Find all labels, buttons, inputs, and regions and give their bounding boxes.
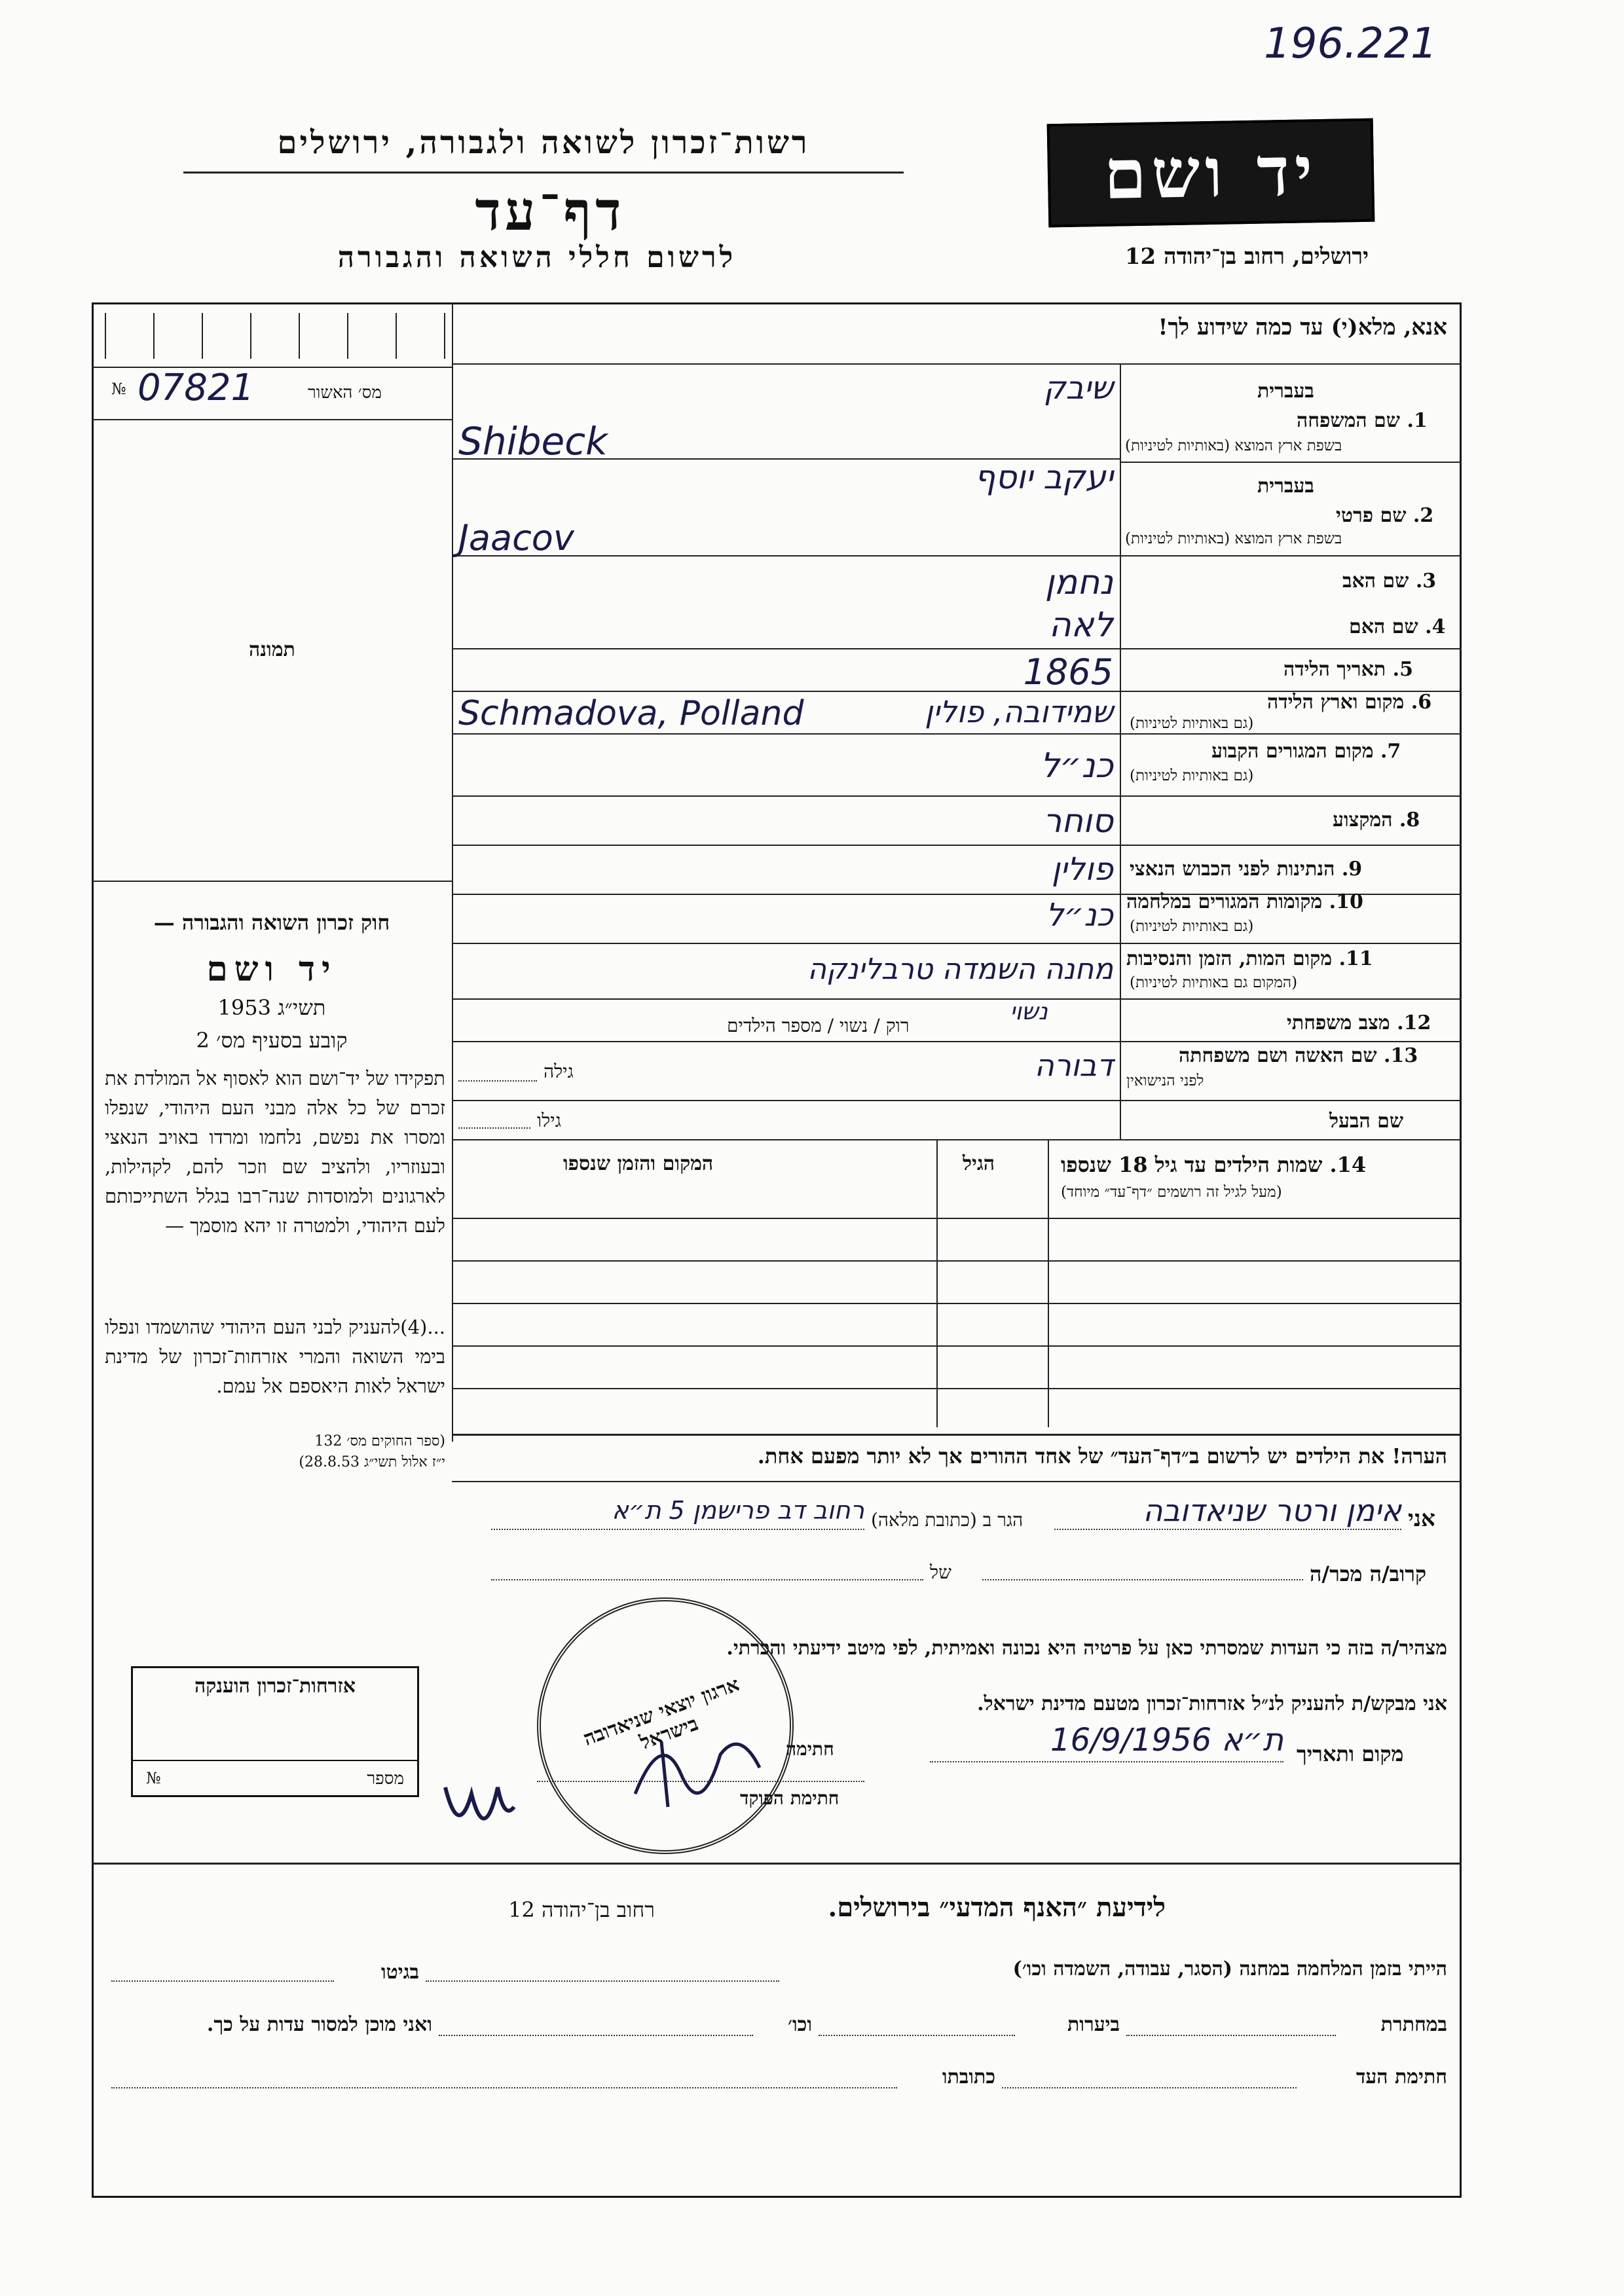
field-11-value: מחנה השמדה טרבלינקה [807, 953, 1113, 986]
field-2-label: 2. שם פרטי [1336, 504, 1434, 527]
field-6-sub: (גם באותיות לטיניות) [1130, 715, 1254, 732]
law-year: תשי״ג 1953 [217, 995, 326, 1020]
law-name: יד ושם [206, 949, 337, 989]
citizenship-box [131, 1666, 419, 1797]
bottom-heading: לידיעת ״האנף המדעי״ בירושלים. [828, 1892, 1166, 1923]
record-number-mark: № [111, 380, 126, 398]
field-12-value: נשוי [1010, 998, 1048, 1025]
field-3-value: נחמן [1044, 563, 1113, 602]
field-10-label: 10. מקומות המגורים במלחמה [1126, 890, 1363, 913]
field-1-label: 1. שם המשפחה [1297, 409, 1428, 432]
children-place-header: המקום והזמן שנספו [563, 1152, 714, 1175]
place-date-label: מקום ותאריך [1297, 1741, 1404, 1766]
photo-label: תמונה [249, 638, 295, 661]
record-number-boxes [105, 313, 445, 359]
field-11-label: 11. מקום המות, הזמן והנסיבות [1126, 947, 1373, 970]
field-9-label: 9. הנתינות לפני הכבוש הנאצי [1130, 858, 1363, 881]
field-2-lang: בעברית [1257, 475, 1314, 498]
law-clause-4: ...(4)להעניק לבני העם היהודי שהושמדו ונפלו בימי השואה והמרי אזרחות־זכרון של מדינת ישראל לאות היאספם אל עמם. [105, 1316, 445, 1397]
field-10-sub: (גם באותיות לטיניות) [1130, 918, 1254, 935]
form-title: דף־עד [475, 180, 625, 243]
field-6-label: 6. מקום וארץ הלידה [1267, 691, 1432, 714]
bottom-line2-c: וכו׳ [788, 2013, 812, 2036]
declarant-signature [622, 1715, 773, 1820]
law-ref-1: (ספר החוקים מס׳ 132 [314, 1433, 445, 1449]
archive-number: 196.221 [1264, 20, 1437, 68]
field-12-label: 12. מצב משפחתי [1287, 1011, 1431, 1034]
children-label: 14. שמות הילדים עד גיל 18 שנספו [1061, 1152, 1367, 1177]
field-6-value-lat: Schmadova, Polland [458, 694, 804, 733]
field-8-value: סוחר [1043, 802, 1113, 840]
field-13-value: דבורה [1034, 1048, 1113, 1083]
bottom-line1-b: בגיטו [380, 1961, 419, 1984]
bottom-line2-a: במחתרת [1380, 2013, 1447, 2036]
field-1-lang: בעברית [1257, 380, 1314, 403]
field-5-value: 1865 [1023, 651, 1113, 693]
bottom-address: רחוב בן־יהודה 12 [508, 1897, 655, 1922]
law-ref-2: י״ז אלול תשי״ג 28.8.53) [299, 1454, 445, 1470]
field-10-value: כנ״ל [1046, 897, 1113, 934]
field-13-age-label: גילה [544, 1061, 574, 1082]
instructions: אנא, מלא(י) עד כמה שידוע לך! [1158, 314, 1447, 340]
field-12-options: רוק / נשוי / מספר הילדים [727, 1015, 910, 1036]
law-clause: קובע בסעיף מס׳ 2 [196, 1028, 348, 1053]
field-1-sub: בשפת ארץ המוצא (באותיות לטיניות) [1125, 437, 1342, 454]
husband-label: שם הבעל [1329, 1110, 1404, 1133]
law-title: חוק זכרון השואה והגבורה — [153, 910, 390, 935]
field-7-label: 7. מקום המגורים הקבוע [1211, 740, 1401, 763]
citizenship-title: אזרחות־זכרון הוענקה [194, 1675, 356, 1698]
declarant-address: רחוב דב פרישמן 5 ת״א [612, 1496, 864, 1525]
request-text: אני מבקש/ת להעניק לנ״ל אזרחות־זכרון מטעם מדינת ישראל. [977, 1692, 1447, 1715]
field-4-label: 4. שם האם [1349, 615, 1446, 638]
field-4-value: לאה [1048, 606, 1113, 645]
field-1-value-he: שיבק [1043, 370, 1113, 407]
citizenship-no-mark: № [146, 1769, 161, 1787]
field-13-label: 13. שם האשה ושם משפחתה [1179, 1044, 1418, 1067]
field-13-sub: לפני הנישואין [1126, 1072, 1204, 1089]
field-2-value-he: יעקב יוסף [974, 458, 1113, 496]
field-5-label: 5. תאריך הלידה [1283, 658, 1413, 681]
bottom-line2-b: ביערות [1067, 2013, 1120, 2036]
institution-name: רשות־זכרון לשואה ולגבורה, ירושלים [277, 124, 810, 161]
bottom-line3-b: כתובתו [942, 2066, 995, 2088]
field-2-sub: בשפת ארץ המוצא (באותיות לטיניות) [1125, 530, 1342, 547]
address: ירושלים, רחוב בן־יהודה 12 [1124, 244, 1369, 270]
field-7-value: כנ״ל [1040, 746, 1113, 786]
logo-text: יד ושם [1103, 130, 1319, 215]
note: הערה! את הילדים יש לרשום ב״דף־העד״ של אחד ההורים אך לא יותר מפעם אחת. [757, 1444, 1447, 1468]
field-2-value-lat: Jaacov [458, 517, 574, 558]
place-date-value: ת״א 16/9/1956 [1050, 1722, 1283, 1758]
bottom-line2-d: ואני מוכן למסור עדות על כך. [206, 2013, 432, 2036]
field-11-sub: (המקום גם באותיות לטיניות) [1130, 974, 1298, 991]
officer-label: חתימת הפוקד [740, 1787, 840, 1809]
record-number-label: מס׳ האשור [308, 383, 382, 403]
bottom-line3-a: חתימת העד [1356, 2066, 1447, 2088]
field-3-label: 3. שם האב [1342, 570, 1437, 592]
bottom-line1-a: הייתי בזמן המלחמה במחנה (הסגר, עבודה, השמדה וכו׳) [1012, 1958, 1447, 1980]
children-sub: (מעל לגיל זה רושמים ״דף־עד״ מיוחד) [1061, 1184, 1282, 1201]
signature-label: חתימה [786, 1738, 834, 1760]
declarant-name: אימן ורטר שניאדובה [1143, 1493, 1401, 1528]
children-age-header: הגיל [963, 1152, 995, 1175]
of-label: של [930, 1561, 951, 1583]
field-7-sub: (גם באותיות לטיניות) [1130, 767, 1254, 784]
form-subtitle: לרשום חללי השואה והגבורה [337, 241, 737, 274]
relative-label: קרוב/ה מכר/ה [1310, 1561, 1427, 1586]
field-8-label: 8. המקצוע [1333, 809, 1420, 831]
stamp-text: ארגון יוצאי שניאדובה בישראל [580, 1673, 743, 1755]
citizenship-number-label: מספר [367, 1769, 404, 1789]
field-9-value: פולין [1051, 851, 1113, 888]
signature-mark [432, 1768, 524, 1859]
declarant-lives-label: הגר ב (כתובת מלאה) [871, 1509, 1024, 1531]
declaration-text: מצהיר/ה בזה כי העדות שמסרתי כאן על פרטיה היא נכונה ואמיתית, לפי מיטב ידיעתי והכרתי. [726, 1637, 1447, 1660]
law-body: תפקידו של יד־ושם הוא לאסוף אל המולדת את זכרם של כל אלה מבני העם היהודי, שנפלו ומסרו את נפשם, נלחמו ומרדו באויב הנאצי ובעוזריו, ולהציב שם וזכר להם, לקהילות, לארגונים ולמוסדות שנה־רבו בגלל השתייכותם לעם היהודי, ולמטרה זו יהא מוסמך — [105, 1067, 445, 1237]
yad-vashem-logo [1047, 118, 1375, 228]
record-number-value: 07821 [138, 367, 255, 409]
field-1-value-lat: Shibeck [458, 419, 608, 464]
husband-age-label: גילו [537, 1110, 561, 1131]
field-6-value-he: שמידובה, פולין [925, 694, 1113, 729]
declarant-i-label: אני [1408, 1506, 1435, 1532]
